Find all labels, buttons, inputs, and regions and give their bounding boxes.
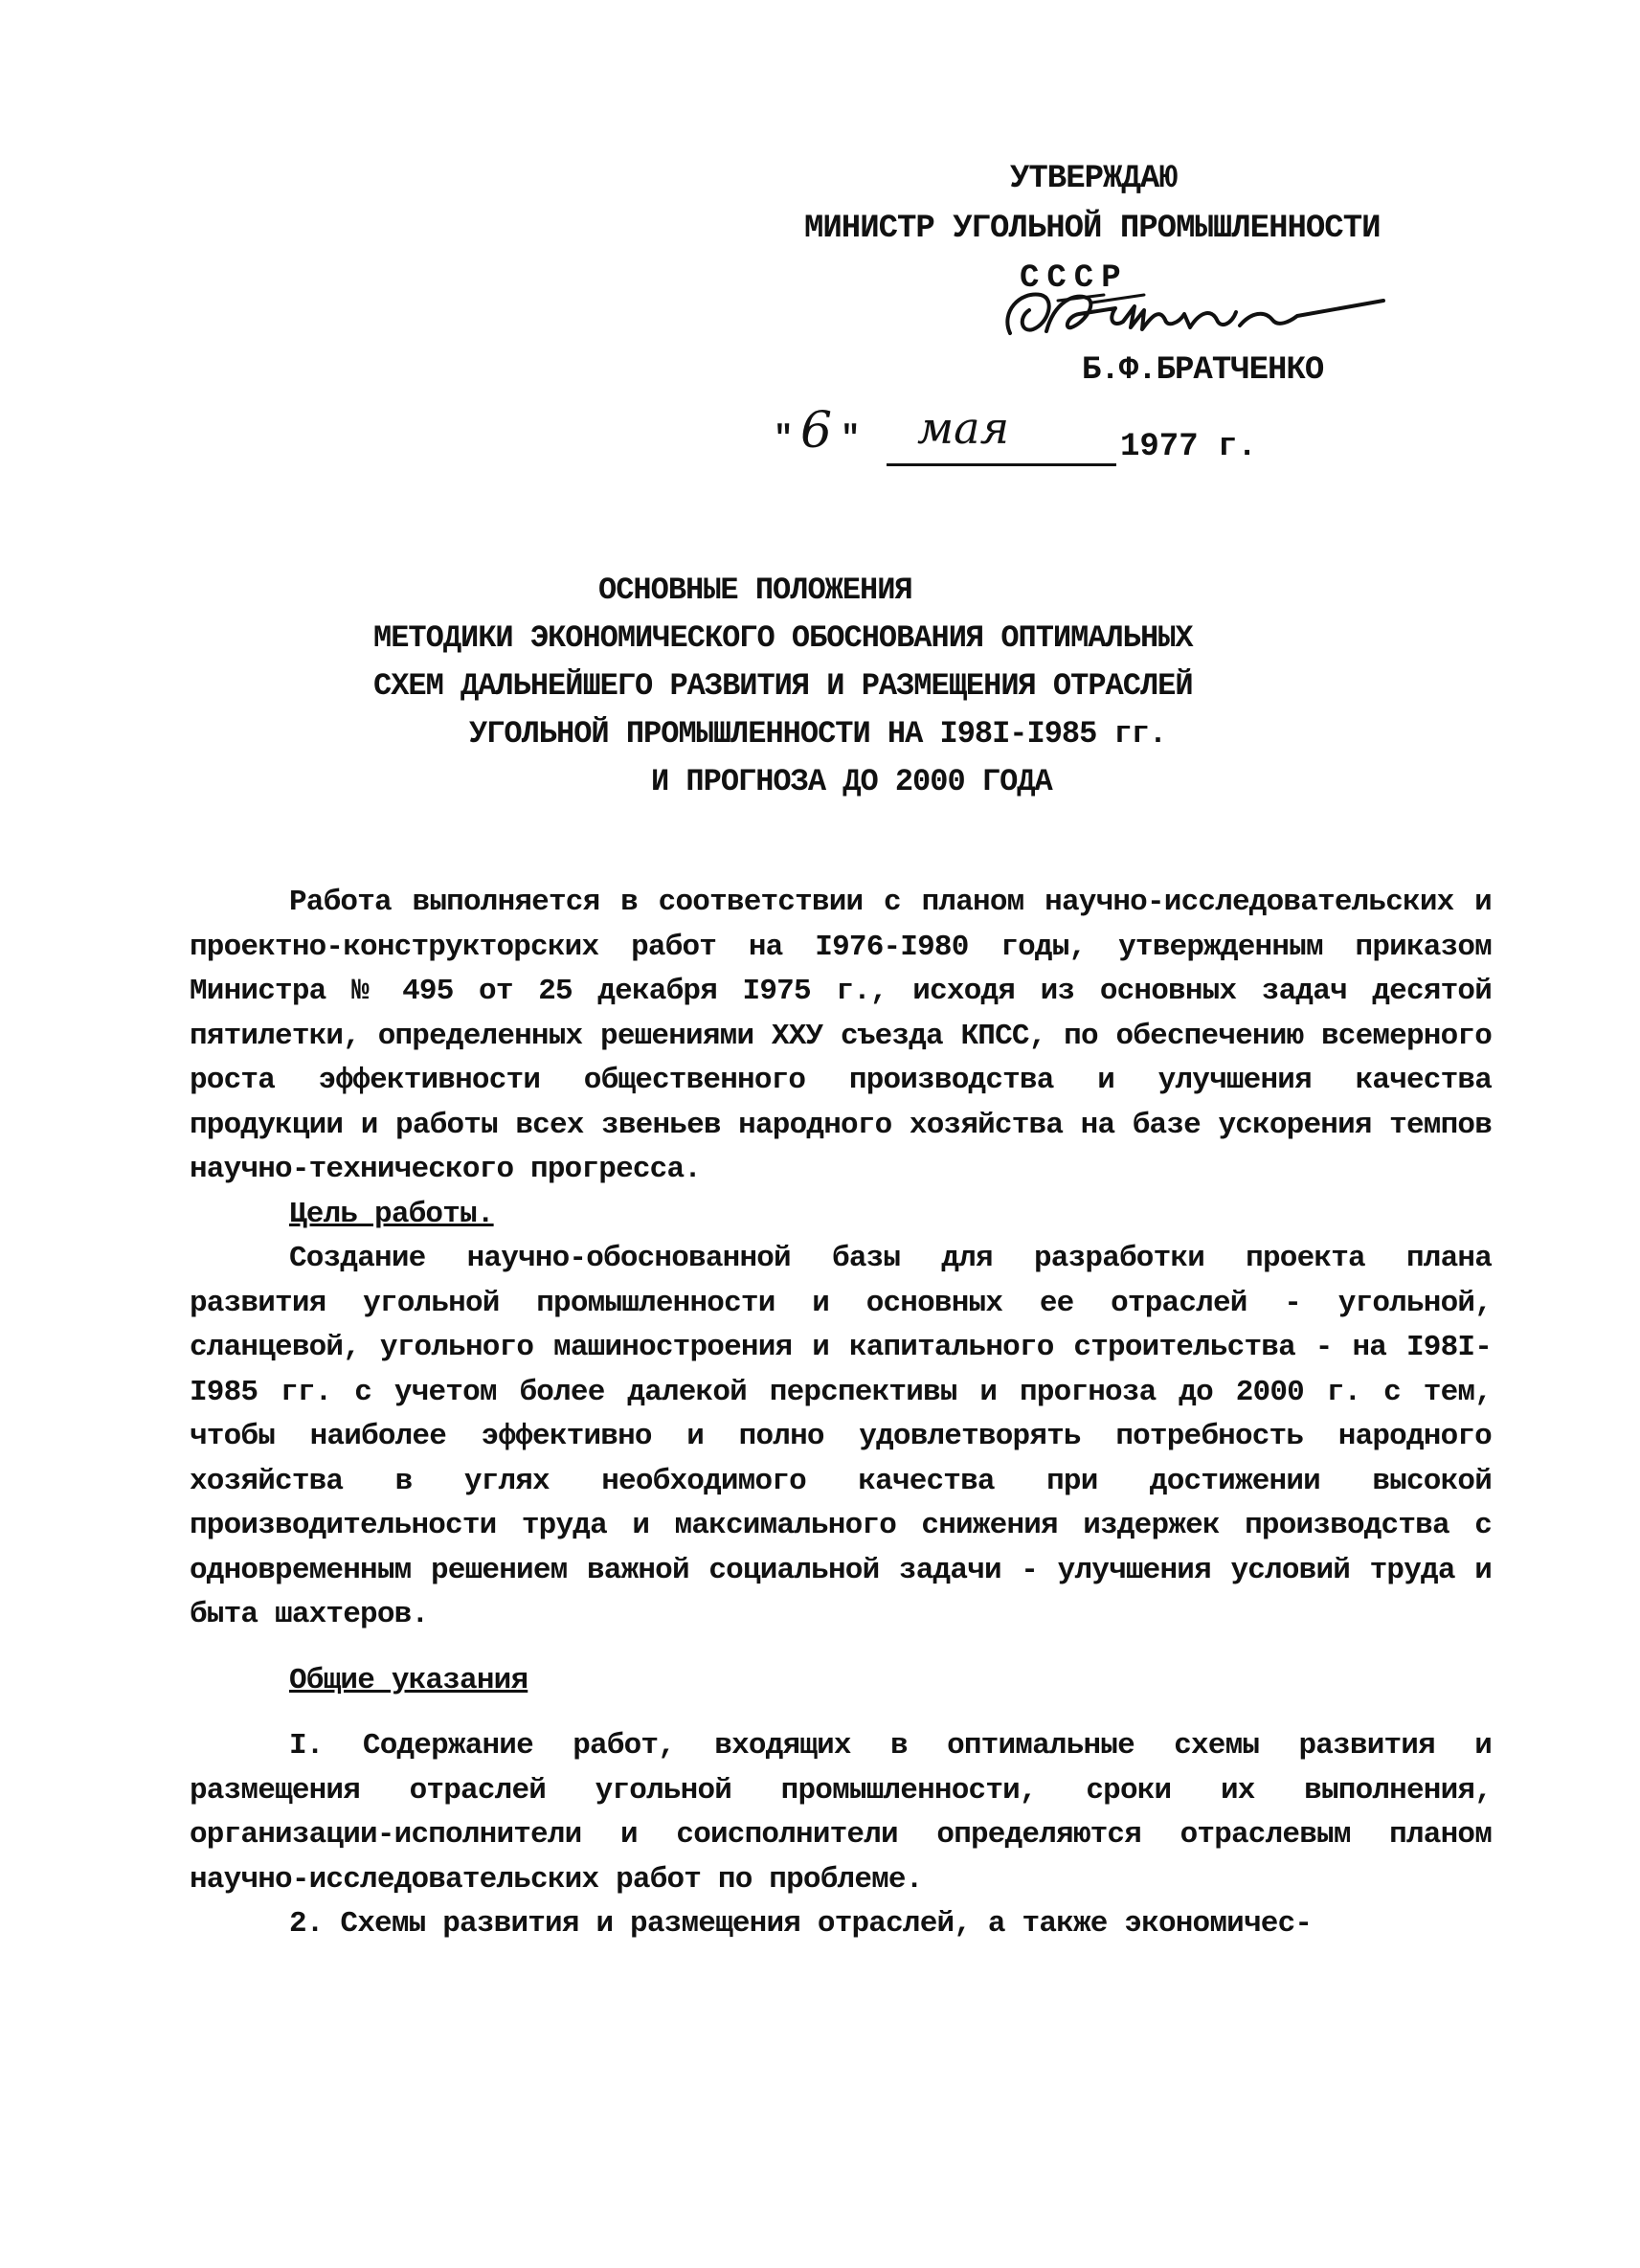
approval-date	[774, 402, 1271, 479]
title-line-1: ОСНОВНЫЕ ПОЛОЖЕНИЯ	[598, 573, 912, 608]
date-year: 1977 г.	[1120, 429, 1257, 465]
date-day: 6	[800, 402, 833, 460]
section-heading-general-text: Общие указания	[289, 1663, 528, 1697]
date-quote-open: "	[774, 421, 794, 458]
paragraph-item-2: 2. Схемы развития и размещения отраслей, а также экономичес-	[289, 1907, 1313, 1941]
approval-position: МИНИСТР УГОЛЬНОЙ ПРОМЫШЛЕННОСТИ	[804, 211, 1381, 247]
date-quote-close: "	[841, 421, 861, 458]
approval-country: СССР	[1020, 260, 1129, 297]
approval-heading: УТВЕРЖДАЮ	[1010, 161, 1178, 197]
date-month: мая	[917, 402, 1010, 454]
title-line-4: УГОЛЬНОЙ ПРОМЫШЛЕННОСТИ НА I98I-I985 гг.	[469, 716, 1167, 752]
handwritten-signature	[1000, 274, 1403, 360]
paragraph-intro: Работа выполняется в соответствии с планом научно-исследовательских и проектно-конструкторских работ на I976-I980 годы, утвержденным приказом Министра № 495 от 25 декабря I975 г., исходя из основных задач десятой пятилетки, определенных решениями XXУ съезда КПСС, по обеспечению всемерного роста эффективности общественного производства и улучшения качества продукции и работы всех звеньев народного хозяйства на базе ускорения темпов научно-технического прогресса.	[190, 886, 1492, 1186]
paragraph-goal: Создание научно-обоснованной базы для разработки проекта плана развития угольной промышленности и основных ее отраслей - угольной, сланцевой, угольного машиностроения и капитального строительства - на I98I-I985 гг. с учетом более далекой перспективы и прогноза до 2000 г. с тем, чтобы наиболее эффективно и полно удовлетворять потребность народного хозяйства в углях необходимого качества при достижении высокой производительности труда и максимального снижения издержек производства с одновременным решением важной социальной задачи - улучшения условий труда и быта шахтеров.	[190, 1242, 1492, 1631]
paragraph-item-1: I. Содержание работ, входящих в оптимальные схемы развития и размещения отраслей угольной промышленности, сроки их выполнения, организации-исполнители и соисполнители определяются отраслевым планом научно-исследовательских работ по проблеме.	[190, 1729, 1492, 1897]
title-line-3: СХЕМ ДАЛЬНЕЙШЕГО РАЗВИТИЯ И РАЗМЕЩЕНИЯ ОТРАСЛЕЙ	[373, 668, 1193, 704]
title-line-5: И ПРОГНОЗА ДО 2000 ГОДА	[651, 764, 1052, 799]
section-heading-goal	[190, 1193, 1492, 1238]
title-line-2: МЕТОДИКИ ЭКОНОМИЧЕСКОГО ОБОСНОВАНИЯ ОПТИМАЛЬНЫХ	[373, 620, 1193, 656]
section-heading-goal-text: Цель работы.	[289, 1197, 494, 1231]
signatory-name: Б.Ф.БРАТЧЕНКО	[1082, 352, 1324, 389]
spacer	[190, 1703, 1492, 1724]
spacer	[190, 1638, 1492, 1659]
date-underline	[887, 463, 1116, 466]
document-body	[190, 881, 1492, 1947]
section-heading-general	[190, 1659, 1492, 1704]
